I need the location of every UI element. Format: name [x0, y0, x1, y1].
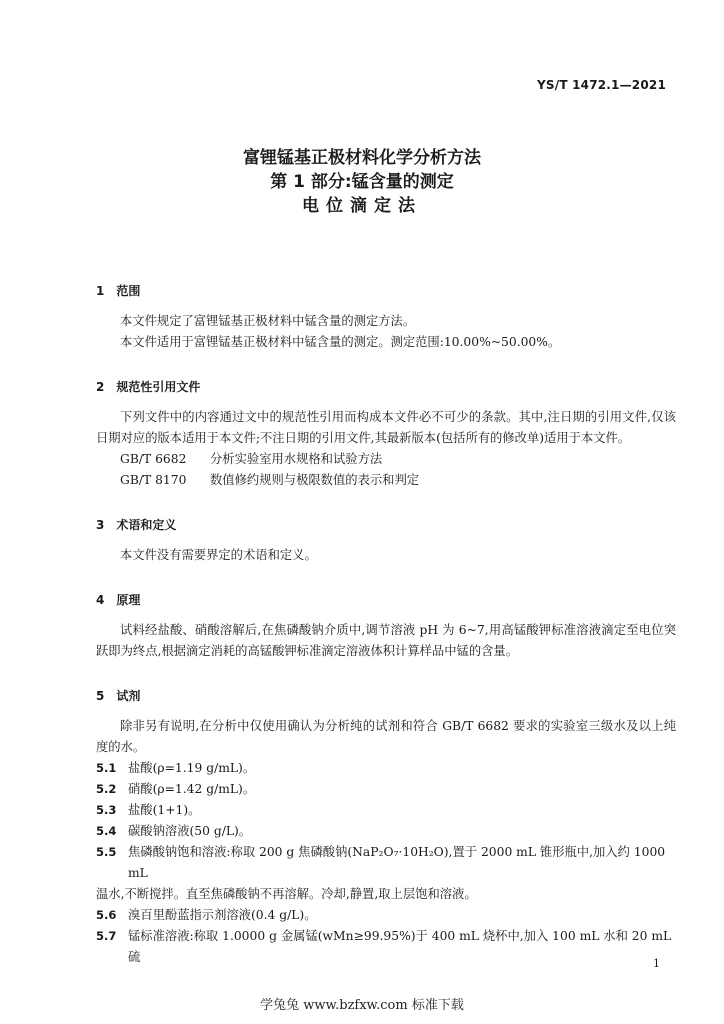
item-number: 5.6 [96, 908, 117, 922]
section-heading-reagents [96, 686, 676, 706]
section-heading-normative-references [96, 377, 676, 397]
item-text: 盐酸(1+1)。 [128, 803, 201, 817]
paragraph: 试料经盐酸、硝酸溶解后,在焦磷酸钠介质中,调节溶液 pH 为 6~7,用高锰酸钾标准溶液滴定至电位突跃即为终点,根据滴定消耗的高锰酸钾标准滴定溶液体积计算样品中锰的含量。 [96, 623, 676, 658]
paragraph: 下列文件中的内容通过文中的规范性引用而构成本文件必不可少的条款。其中,注日期的引用文件,仅该日期对应的版本适用于本文件;不注日期的引用文件,其最新版本(包括所有的修改单)适用于本文件。 [96, 410, 676, 445]
section-number: 4 [96, 593, 105, 607]
paragraph: 本文件规定了富锂锰基正极材料中锰含量的测定方法。 [120, 314, 416, 328]
reference-item [96, 449, 676, 470]
section-title: 范围 [116, 284, 141, 298]
section-heading-scope [96, 281, 676, 301]
title-line-1: 富锂锰基正极材料化学分析方法 [243, 148, 481, 168]
standard-code: YS/T 1472.1—2021 [537, 78, 666, 92]
paragraph: 本文件没有需要界定的术语和定义。 [120, 548, 317, 562]
reference-title: 分析实验室用水规格和试验方法 [210, 452, 383, 466]
document-title [0, 146, 724, 218]
item-text: 溴百里酚蓝指示剂溶液(0.4 g/L)。 [128, 908, 317, 922]
section-number: 2 [96, 380, 105, 394]
paragraph: 除非另有说明,在分析中仅使用确认为分析纯的试剂和符合 GB/T 6682 要求的实验室三级水及以上纯度的水。 [96, 719, 676, 754]
item-continuation: 温水,不断搅拌。直至焦磷酸钠不再溶解。冷却,静置,取上层饱和溶液。 [96, 887, 477, 901]
title-line-3: 电位滴定法 [302, 196, 422, 216]
section-heading-terms [96, 515, 676, 535]
section-title: 术语和定义 [116, 518, 177, 532]
reagent-item [96, 842, 676, 884]
reagent-item [96, 905, 676, 926]
item-number: 5.5 [96, 845, 117, 859]
item-text: 锰标准溶液:称取 1.0000 g 金属锰(wMn≥99.95%)于 400 mL 烧杯中,加入 100 mL 水和 20 mL 硫 [128, 929, 672, 964]
section-heading-principle [96, 590, 676, 610]
item-text: 碳酸钠溶液(50 g/L)。 [128, 824, 252, 838]
reagent-item [96, 821, 676, 842]
item-number: 5.1 [96, 761, 117, 775]
section-number: 3 [96, 518, 105, 532]
item-number: 5.4 [96, 824, 117, 838]
reference-code: GB/T 6682 [120, 452, 187, 466]
item-text: 焦磷酸钠饱和溶液:称取 200 g 焦磷酸钠(NaP₂O₇·10H₂O),置于 2000 mL 锥形瓶中,加入约 1000 mL [128, 845, 666, 880]
section-title: 试剂 [116, 689, 141, 703]
item-text: 硝酸(ρ=1.42 g/mL)。 [128, 782, 256, 796]
section-number: 5 [96, 689, 105, 703]
reagent-item [96, 758, 676, 779]
document-body [96, 281, 676, 968]
reference-title: 数值修约规则与极限数值的表示和判定 [210, 473, 420, 487]
section-number: 1 [96, 284, 105, 298]
reagent-item [96, 779, 676, 800]
reagent-item [96, 800, 676, 821]
paragraph: 本文件适用于富锂锰基正极材料中锰含量的测定。测定范围:10.00%~50.00%。 [120, 335, 561, 349]
title-line-2: 第 1 部分:锰含量的测定 [270, 172, 454, 192]
footer-watermark: 学兔兔 www.bzfxw.com 标准下载 [260, 998, 464, 1013]
item-number: 5.2 [96, 782, 117, 796]
item-text: 盐酸(ρ=1.19 g/mL)。 [128, 761, 256, 775]
reference-code: GB/T 8170 [120, 473, 187, 487]
section-title: 规范性引用文件 [116, 380, 201, 394]
section-title: 原理 [116, 593, 141, 607]
reference-item [96, 470, 676, 491]
page-number: 1 [653, 957, 660, 970]
item-number: 5.7 [96, 929, 117, 943]
item-number: 5.3 [96, 803, 117, 817]
reagent-item [96, 926, 676, 968]
